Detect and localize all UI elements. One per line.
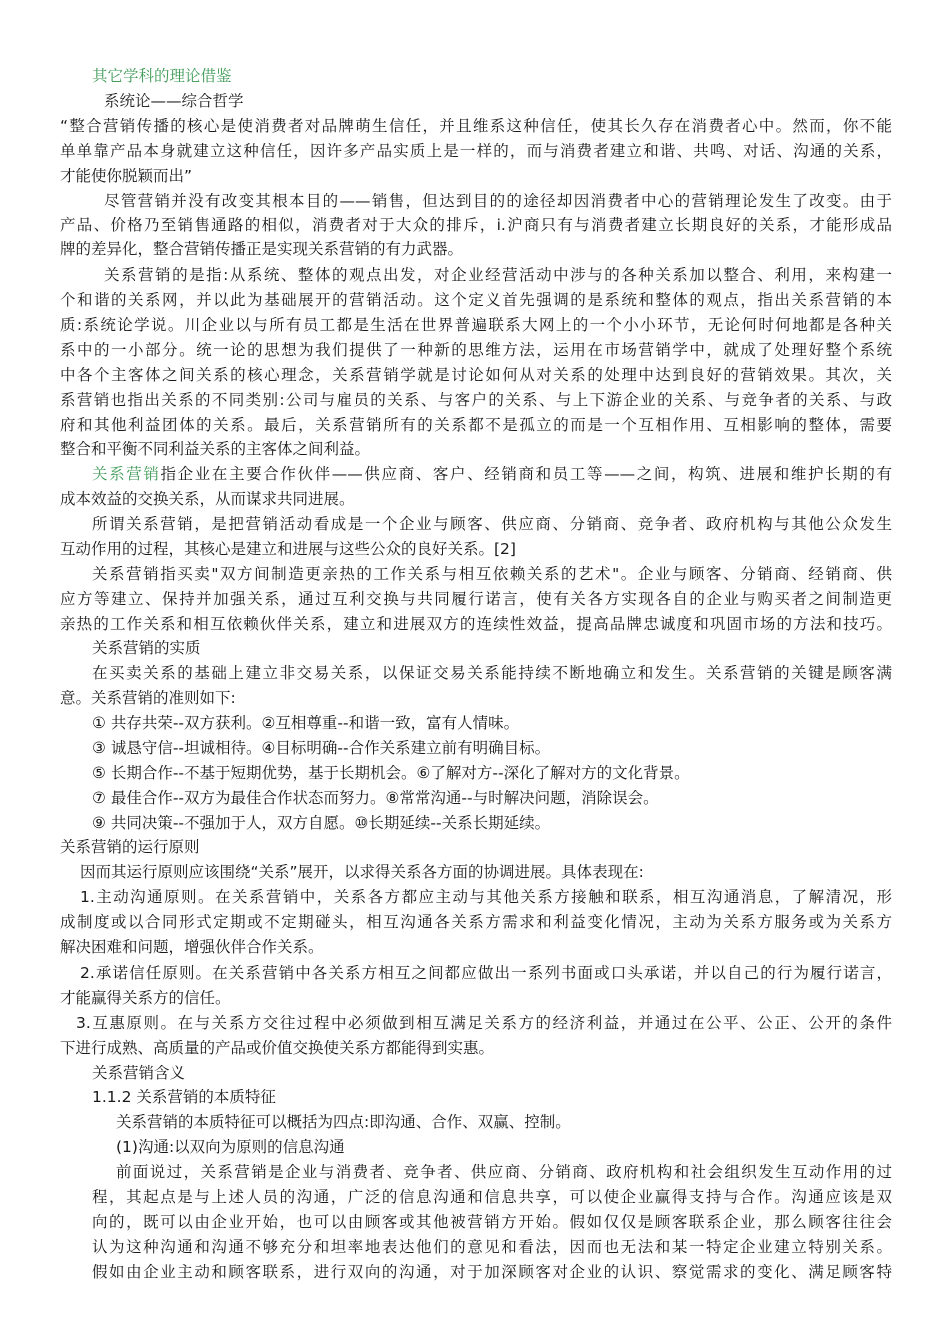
paragraph-line: 亲热的工作关系和相互依赖伙伴关系，建立和进展双方的连续性效益，提高品牌忠诚度和巩固市场的方法和技巧。 xyxy=(60,615,892,633)
heading-communication: (1)沟通:以双向为原则的信息沟通 xyxy=(116,1138,345,1156)
principle-item: ⑤ 长期合作--不基于短期优势，基于长期机会。⑥了解对方--深化了解对方的文化背景。 xyxy=(92,764,690,782)
principle-item: ① 共存共荣--双方获利。②互相尊重--和谐一致，富有人情味。 xyxy=(92,714,520,732)
paragraph-line: 2.承诺信任原则。在关系营销中各关系方相互之间都应做出一系列书面或口头承诺，并以自己的行为履行诺言， xyxy=(80,964,892,982)
paragraph-line: 关系营销指企业在主要合作伙伴——供应商、客户、经销商和员工等——之间，构筑、进展和维护长期的有 xyxy=(92,465,892,483)
paragraph-line: 应方等建立、保持并加强关系，通过互利交换与共同履行诺言，使有关各方实现各自的企业与购买者之间制造更 xyxy=(60,590,892,608)
paragraph-line: 中各个主客体之间关系的核心理念，关系营销学就是讨论如何从对关系的处理中达到良好的营销效果。其次，关 xyxy=(60,366,892,384)
paragraph-line: 3.互惠原则。在与关系方交往过程中必须做到相互满足关系方的经济利益，并通过在公平、公正、公开的条件 xyxy=(76,1014,892,1032)
principle-item: ⑦ 最佳合作--双方为最佳合作状态而努力。⑧常常沟通--与时解决问题，消除误会。 xyxy=(92,789,659,807)
paragraph-line: 前面说过，关系营销是企业与消费者、竞争者、供应商、分销商、政府机构和社会组织发生互动作用的过 xyxy=(116,1163,892,1181)
paragraph-line: 系中的一小部分。统一论的思想为我们提供了一种新的思维方法，运用在市场营销学中，就成了处理好整个系统 xyxy=(60,341,892,359)
paragraph-line: 关系营销的本质特征可以概括为四点:即沟通、合作、双赢、控制。 xyxy=(116,1113,571,1131)
principle-item: ⑨ 共同决策--不强加于人，双方自愿。⑩长期延续--关系长期延续。 xyxy=(92,814,551,832)
paragraph-line: 下进行成熟、高质量的产品或价值交换使关系方都能得到实惠。 xyxy=(60,1039,495,1057)
paragraph-line: 才能赢得关系方的信任。 xyxy=(60,989,231,1007)
paragraph-line: 牌的差异化，整合营销传播正是实现关系营销的有力武器。 xyxy=(60,240,464,258)
heading-systems-theory: 系统论——综合哲学 xyxy=(104,92,244,110)
heading-meaning: 关系营销含义 xyxy=(92,1064,186,1082)
paragraph-line: 认为这种沟通和沟通不够充分和坦率地表达他们的意见和看法，因而也无法和某一特定企业建立特别关系。 xyxy=(92,1238,892,1256)
paragraph-line: 个和谐的关系网，并以此为基础展开的营销活动。这个定义首先强调的是系统和整体的观点，指出关系营销的本 xyxy=(60,291,892,309)
paragraph-line: 所谓关系营销，是把营销活动看成是一个企业与顾客、供应商、分销商、竞争者、政府机构与其他公众发生 xyxy=(92,515,892,533)
paragraph-line: 意。关系营销的准则如下: xyxy=(60,689,236,707)
paragraph-line: 假如由企业主动和顾客联系，进行双向的沟通，对于加深顾客对企业的认识、察觉需求的变化、满足顾客特 xyxy=(92,1263,892,1281)
paragraph-line: 尽管营销并没有改变其根本目的——销售，但达到目的的途径却因消费者中心的营销理论发生了改变。由于 xyxy=(104,192,892,210)
paragraph-line: 系营销也指出关系的不同类别:公司与雇员的关系、与客户的关系、与上下游企业的关系、与竞争者的关系、与政 xyxy=(60,391,892,409)
paragraph-line: 质:系统论学说。川企业以与所有员工都是生活在世界普遍联系大网上的一个小小环节，无论何时何地都是各种关 xyxy=(60,316,892,334)
paragraph-line: 成本效益的交换关系，从而谋求共同进展。 xyxy=(60,490,355,508)
heading-other-disciplines: 其它学科的理论借鉴 xyxy=(92,67,232,85)
paragraph-line: 解决困难和问题，增强伙伴合作关系。 xyxy=(60,938,324,956)
paragraph-line: 在买卖关系的基础上建立非交易关系，以保证交易关系能持续不断地确立和发生。关系营销的关键是顾客满 xyxy=(92,664,892,682)
paragraph-line: 府和其他利益团体的关系。最后，关系营销所有的关系都不是孤立的而是一个互相作用、互相影响的整体，需要 xyxy=(60,416,892,434)
paragraph-line: 程，其起点是与上述人员的沟通，广泛的信息沟通和信息共享，可以使企业赢得支持与合作。沟通应该是双 xyxy=(92,1188,892,1206)
quote-line: 单单靠产品本身就建立这种信任，因许多产品实质上是一样的，而与消费者建立和谐、共鸣、对话、沟通的关系， xyxy=(60,142,892,160)
paragraph-line: 产品、价格乃至销售通路的相似，消费者对于大众的排斥，i.沪商只有与消费者建立长期良好的关系，才能形成品 xyxy=(60,216,892,234)
quote-line: “整合营销传播的核心是使消费者对品牌萌生信任，并且维系这种信任，使其长久存在消费者心中。然而，你不能 xyxy=(60,117,892,135)
paragraph-line: 关系营销指买卖"双方间制造更亲热的工作关系与相互依赖关系的艺术"。企业与顾客、分销商、经销商、供 xyxy=(92,565,892,583)
paragraph-line: 整合和平衡不同利益关系的主客体之间利益。 xyxy=(60,440,371,458)
paragraph-line: 因而其运行原则应该围绕“关系”展开，以求得关系各方面的协调进展。具体表现在: xyxy=(80,863,644,881)
paragraph-line: 成制度或以合同形式定期或不定期碰头，相互沟通各关系方需求和利益变化情况，主动为关系方服务或为关系方 xyxy=(60,913,892,931)
principle-item: ③ 诚恳守信--坦诚相待。④目标明确--合作关系建立前有明确目标。 xyxy=(92,739,551,757)
paragraph-line: 关系营销的是指:从系统、整体的观点出发，对企业经营活动中涉与的各种关系加以整合、利用，来构建一 xyxy=(104,266,892,284)
relationship-marketing-term: 关系营销 xyxy=(92,465,161,483)
quote-line: 才能使你脱颖而出” xyxy=(60,167,193,185)
heading-operation: 关系营销的运行原则 xyxy=(60,838,200,856)
paragraph-line: 互动作用的过程，其核心是建立和进展与这些公众的良好关系。[2] xyxy=(60,540,516,558)
paragraph-line: 向的，既可以由企业开始，也可以由顾客或其他被营销方开始。假如仅仅是顾客联系企业，那么顾客往往会 xyxy=(92,1213,892,1231)
paragraph-line: 1.主动沟通原则。在关系营销中，关系各方都应主动与其他关系方接触和联系，相互沟通消息，了解清况，形 xyxy=(80,888,892,906)
heading-essence: 关系营销的实质 xyxy=(92,639,201,657)
heading-section-1-1-2: 1.1.2 关系营销的本质特征 xyxy=(92,1088,276,1106)
